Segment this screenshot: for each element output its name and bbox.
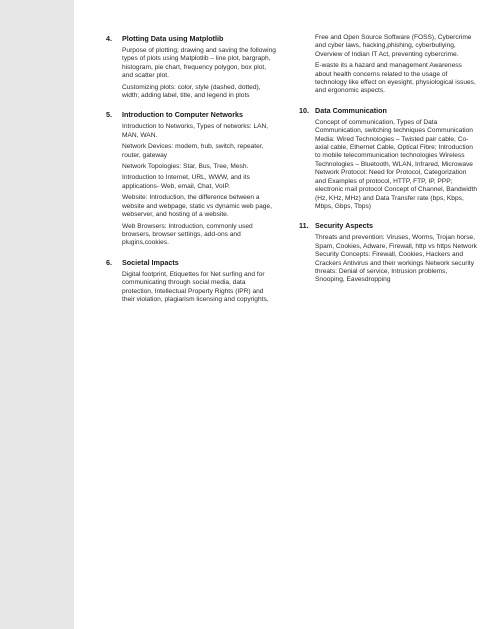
section-continuation bbox=[299, 34, 477, 96]
section-number: 5. bbox=[106, 110, 112, 120]
right-column bbox=[299, 34, 477, 295]
page-margin bbox=[0, 0, 74, 629]
section-data-communication bbox=[299, 106, 477, 211]
section-heading bbox=[299, 221, 477, 230]
section-paragraph: Network Topologies: Star, Bus, Tree, Mesh. bbox=[122, 163, 249, 171]
continuation-paragraph: Free and Open Source Software (FOSS), Cybercrime and cyber laws, hacking,phishing, cyberbullying, Overview of Indian IT Act, preventing cybercrime. bbox=[315, 34, 472, 58]
section-security-aspects bbox=[299, 221, 477, 284]
section-number: 10. bbox=[299, 105, 309, 115]
section-plotting-data bbox=[106, 34, 276, 100]
section-heading bbox=[106, 34, 276, 43]
section-heading bbox=[106, 110, 276, 119]
left-column bbox=[106, 34, 276, 314]
section-paragraph: Introduction to Internet, URL, WWW, and its applications- Web, email, Chat, VoIP. bbox=[122, 174, 250, 190]
section-heading bbox=[106, 258, 276, 267]
section-paragraph: Threats and prevention: Viruses, Worms, Trojan horse, Spam, Cookies, Adware, Firewall, http vs https Network Security Concepts: Firewall, Cookies, Hackers and Crackers Antivirus and their workings Network security threats: Denial of service, Intrusion problems, Snooping, Eavesdropping bbox=[315, 234, 477, 284]
section-paragraph: Website: Introduction, the difference between a website and webpage, static vs dynamic web page, webserver, and hosting of a website. bbox=[122, 194, 272, 219]
continuation-paragraph: E-waste its a hazard and management Awareness about health concerns related to the usage of technology like effect on eyesight, physiological issues, and ergonomic aspects. bbox=[315, 62, 476, 95]
section-title: Data Communication bbox=[315, 105, 387, 115]
section-computer-networks bbox=[106, 110, 276, 247]
section-societal-impacts bbox=[106, 258, 276, 305]
section-heading bbox=[299, 106, 477, 115]
section-number: 4. bbox=[106, 34, 112, 43]
section-paragraph: Introduction to Networks, Types of networks: LAN, MAN, WAN. bbox=[122, 123, 269, 139]
document-page bbox=[74, 0, 480, 629]
section-number: 6. bbox=[106, 257, 112, 267]
section-paragraph: Web Browsers: Introduction, commonly used browsers, browser settings, add-ons and plugins,cookies. bbox=[122, 222, 253, 247]
section-title: Security Aspects bbox=[315, 221, 374, 231]
section-paragraph: Purpose of plotting; drawing and saving the following types of plots using Matplotlib – line plot, bargraph, histogram, pie chart, frequency polygon, box plot, and scatter plot. bbox=[122, 47, 276, 80]
section-title: Societal Impacts bbox=[122, 257, 179, 267]
section-paragraph: Concept of communication, Types of Data Communication, switching techniques Communication Media: Wired Technologies – Twisted pair cable, Co-axial cable, Ethernet Cable, Optical Fibre; Introduction to mobile telecommunication technologies Wireless Technologies – Bluetooth, WLAN, Infrared, Microwave Network Protocol: Need for Protocol, Categorization and Examples of protocol, HTTP, FTP, IP, PPP; electronic mail protocol Concept of Channel, Bandwidth (Hz, KHz, MHz) and Data Transfer rate (bps, Kbps, Mbps, Gbps, Tbps) bbox=[315, 118, 478, 210]
section-paragraph: Digital footprint, Etiquettes for Net surfing and for communicating through social media, data protection, Intellectual Property Rights (IPR) and their violation, plagiarism licensing and copyrights, bbox=[122, 270, 269, 303]
section-paragraph: Customizing plots: color, style (dashed, dotted), width; adding label, title, and legend in plots bbox=[122, 83, 261, 100]
section-paragraph: Network Devices: modem, hub, switch, repeater, router, gateway bbox=[122, 143, 264, 159]
section-title: Introduction to Computer Networks bbox=[122, 110, 243, 120]
section-title: Plotting Data using Matplotlib bbox=[122, 34, 224, 43]
section-number: 11. bbox=[299, 221, 309, 231]
